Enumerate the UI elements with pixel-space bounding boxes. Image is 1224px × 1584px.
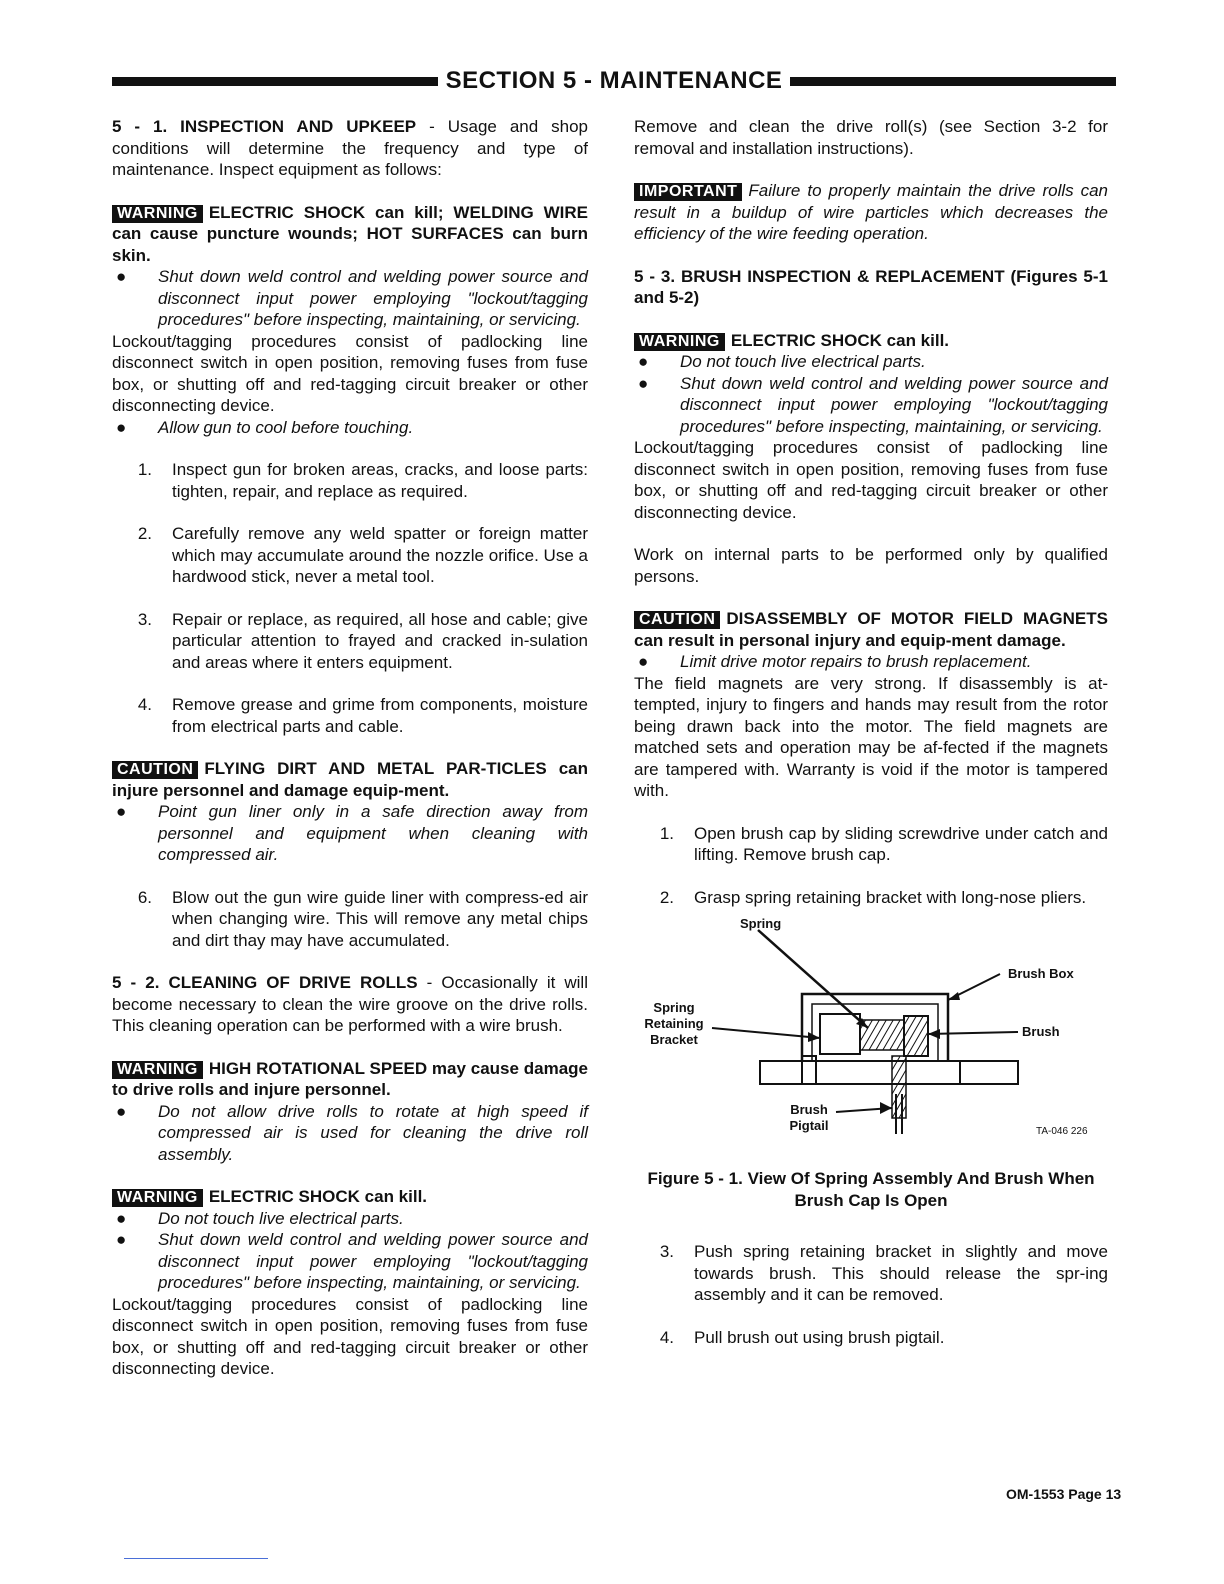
caution-1-title: CAUTION FLYING DIRT AND METAL PAR-TICLES can injure personnel and damage equip-ment. [112, 759, 588, 800]
warning-block-2 [112, 1058, 588, 1166]
warning-2-title: WARNING HIGH ROTATIONAL SPEED may cause damage to drive rolls and injure personnel. [112, 1058, 588, 1099]
list-item: 3. Push spring retaining bracket in slightly and move towards brush. This should release the spr-ing assembly and it can be removed. [659, 1242, 1108, 1304]
warning-block-4 [634, 330, 1108, 524]
header-rule-left [112, 77, 438, 86]
label-brush-pigtail: Brush Pigtail [789, 1102, 829, 1133]
label-brush: Brush [1022, 1024, 1060, 1039]
spring [860, 1020, 904, 1050]
inspection-steps [112, 459, 588, 737]
list-item: 6. Blow out the gun wire guide liner with compress-ed air when changing wire. This will remove any metal chips and dirt thay may have accumulated. [137, 887, 588, 950]
warning-block-1 [112, 202, 588, 439]
list-item: 4. Pull brush out using brush pigtail. [659, 1327, 945, 1347]
important-label: IMPORTANT [634, 183, 742, 201]
figure-caption: Figure 5 - 1. View Of Spring Assembly And Brush When Brush Cap Is Open [647, 1169, 1095, 1210]
important-text: Failure to properly maintain the drive rolls can result in a buildup of wire particles which decreases the efficiency of the wire feeding operation. [634, 181, 1108, 243]
warning-1-bullet-1: ● Shut down weld control and welding power source and disconnect input power employing "lockout/tagging procedures" before inspecting, maintaining, or servicing. [112, 266, 588, 331]
caution-block-1 [112, 758, 588, 866]
bullet-icon: ● [638, 652, 649, 671]
caution-2-text: The field magnets are very strong. If disassembly is at-tempted, injury to fingers and hands may result from the rotor being drawn back into the motor. The field magnets are matched sets and operation may be af-fected if the magnets are tampered with. Warranty is void if the motor is tampered with. [634, 673, 1108, 800]
bullet-icon: ● [638, 352, 649, 371]
list-item: 2. Carefully remove any weld spatter or foreign matter which may accumulate around the nozzle orifice. Use a hardwood stick, never a metal tool. [137, 524, 588, 586]
section-5-1 [112, 116, 588, 181]
warning-1-bullet-2: ● Allow gun to cool before touching. [112, 417, 588, 439]
warning-label: WARNING [112, 1189, 203, 1207]
warning-3-title: WARNING ELECTRIC SHOCK can kill. [112, 1186, 588, 1208]
warning-label: WARNING [112, 1061, 203, 1079]
bullet-icon: ● [116, 802, 127, 821]
label-spring: Spring [740, 916, 782, 931]
section-5-2 [112, 972, 588, 1037]
warning-4-bullet-1: ● Do not touch live electrical parts. [634, 351, 1108, 373]
warning-2-bullet: ● Do not allow drive rolls to rotate at high speed if compressed air is used for cleaning the drive roll assembly. [112, 1101, 588, 1166]
section-5-2-text: - Occasionally it will become necessary to clean the wire groove on the drive rolls. This cleaning operation can be performed with a wire brush. [112, 973, 588, 1035]
list-item: 2. Grasp spring retaining bracket with long-nose pliers. [659, 887, 1087, 907]
warning-1-title: WARNING ELECTRIC SHOCK can kill; WELDING WIRE can cause puncture wounds; HOT SURFACES can burn skin. [112, 202, 588, 265]
caution-label: CAUTION [112, 761, 198, 779]
decorative-line [124, 1558, 268, 1559]
warning-label: WARNING [112, 205, 203, 223]
warning-label: WARNING [634, 333, 725, 351]
brush [904, 1016, 928, 1056]
left-column [112, 116, 588, 1380]
right-column [634, 116, 1108, 1369]
bullet-icon: ● [116, 1101, 127, 1121]
section-title: SECTION 5 - MAINTENANCE [445, 67, 783, 94]
bullet-icon: ● [116, 1230, 127, 1249]
section-5-1-text: - Usage and shop conditions will determine the frequency and type of maintenance. Inspect equipment as follows: [112, 117, 589, 179]
caution-2-bullet: ● Limit drive motor repairs to brush replacement. [634, 651, 1108, 673]
list-item: 4. Remove grease and grime from components, moisture from electrical parts and cable. [137, 695, 588, 736]
bullet-icon: ● [116, 267, 127, 286]
warning-4-title: WARNING ELECTRIC SHOCK can kill. [634, 330, 1108, 352]
warning-1-lockout: Lockout/tagging procedures consist of padlocking line disconnect switch in open position, removing fuses from fuse box, or shutting off and red-tagging circuit breaker or other disconnecting device. [112, 331, 588, 415]
section-header [112, 66, 1116, 96]
list-item: 1. Open brush cap by sliding screwdrive under catch and lifting. Remove brush cap. [659, 823, 1108, 864]
bullet-icon: ● [638, 373, 649, 393]
important-block [634, 180, 1108, 245]
warning-4-lockout: Lockout/tagging procedures consist of padlocking line disconnect switch in open position, removing fuses from fuse box, or shutting off and red-tagging circuit breaker or other disconnecting device. [634, 438, 1108, 522]
drive-roll-intro: Remove and clean the drive roll(s) (see Section 3-2 for removal and installation instructions). [634, 117, 1108, 158]
warning-3-bullet-2: ● Shut down weld control and welding power source and disconnect input power employing "lockout/tagging procedures" before inspecting, maintaining, or servicing. [112, 1229, 588, 1294]
warning-4-bullet-2: ● Shut down weld control and welding power source and disconnect input power employing "lockout/tagging procedures" before inspecting, maintaining, or servicing. [634, 373, 1108, 438]
label-spring-retaining-bracket: Spring Retaining Bracket [644, 1000, 704, 1047]
warning-3-lockout: Lockout/tagging procedures consist of padlocking line disconnect switch in open position, removing fuses from fuse box, or shutting off and red-tagging circuit breaker or other disconnecting device. [112, 1294, 588, 1378]
section-5-3-heading: 5 - 3. BRUSH INSPECTION & REPLACEMENT (Figures 5-1 and 5-2) [634, 266, 1108, 307]
list-item: 3. Repair or replace, as required, all hose and cable; give particular attention to frayed and cracked in-sulation and areas where it enters equipment. [137, 609, 588, 672]
base-right [960, 1061, 1018, 1084]
caution-label: CAUTION [634, 611, 720, 629]
spring-retaining-bracket [820, 1014, 860, 1054]
label-brush-box: Brush Box [1008, 966, 1074, 981]
list-item: 1. Inspect gun for broken areas, cracks, and loose parts: tighten, repair, and replace as required. [137, 460, 588, 501]
section-5-1-heading: 5 - 1. INSPECTION AND UPKEEP [112, 117, 417, 136]
bullet-icon: ● [116, 1208, 127, 1228]
warning-3-bullet-1: ● Do not touch live electrical parts. [112, 1208, 588, 1230]
page-number: OM-1553 Page 13 [1006, 1486, 1122, 1502]
section-5-2-heading: 5 - 2. CLEANING OF DRIVE ROLLS [112, 973, 418, 992]
base-left [760, 1061, 802, 1084]
caution-1-bullet: ● Point gun liner only in a safe direction away from personnel and equipment when cleaning with compressed air. [112, 801, 588, 866]
caution-block-2 [634, 608, 1108, 802]
brush-pigtail [892, 1056, 906, 1118]
brush-assembly-figure [634, 916, 1108, 1156]
bullet-icon: ● [116, 417, 127, 437]
warning-block-3 [112, 1186, 588, 1380]
caution-2-title: CAUTION DISASSEMBLY OF MOTOR FIELD MAGNETS can result in personal injury and equip-ment damage. [634, 609, 1108, 650]
header-rule-right [790, 77, 1116, 86]
figure-code: TA-046 226 [1036, 1126, 1088, 1137]
qualified-persons-note: Work on internal parts to be performed only by qualified persons. [634, 545, 1108, 586]
